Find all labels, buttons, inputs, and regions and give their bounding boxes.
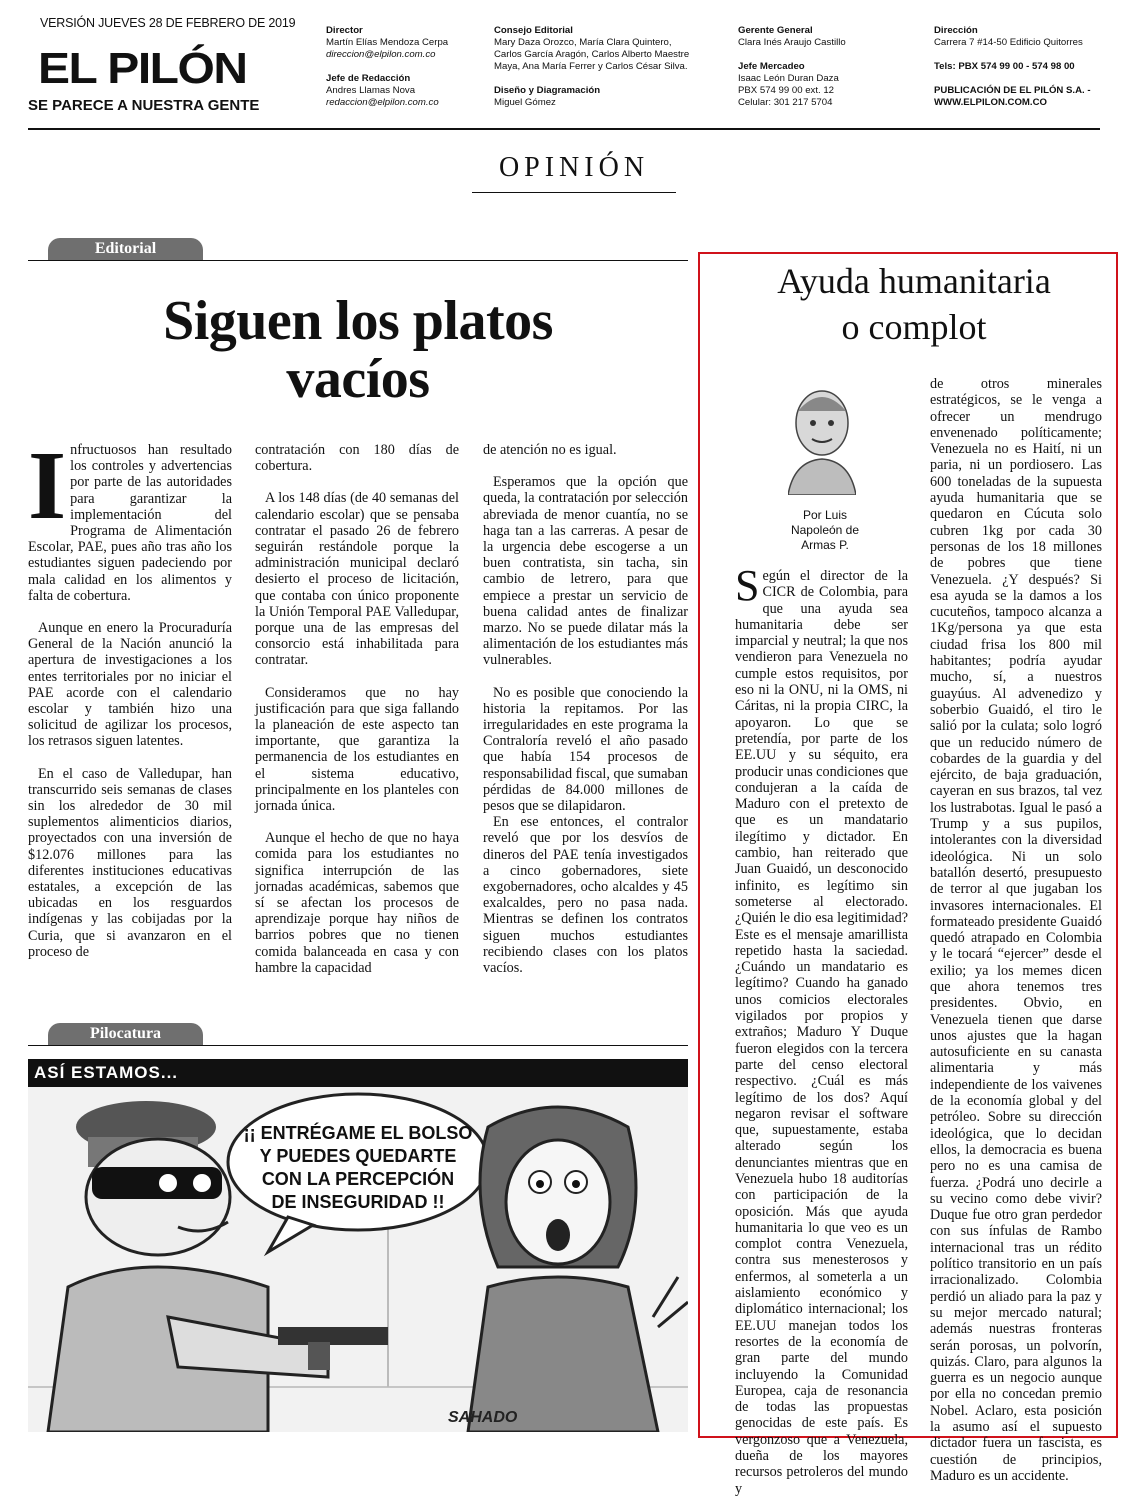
edition-date: VERSIÓN JUEVES 28 DE FEBRERO DE 2019	[40, 16, 296, 30]
opinion-column-2	[930, 376, 1102, 1484]
celular: Celular: 301 217 5704	[738, 97, 833, 108]
newspaper-logo[interactable]: EL PILÓN	[38, 45, 247, 93]
consejo-line-3: Maya, Ana María Ferrer y Carlos César Silva.	[494, 61, 688, 72]
editorial-paragraph: Aunque en enero la Procuraduría General de la Nación anunció la apertura de investigaciones a los entes territoriales por no iniciar el PAE acorde con el calendario escolar y también hizo una solicitud de agilizar los procesos, los retrasos siguen latentes.	[28, 620, 232, 750]
editorial-paragraph: A los 148 días (de 40 semanas del calendario escolar) que se pensaba contratar el pasado 26 de febrero seguirán restándole porque la administración municipal declaró desierto el proceso de licitación, que contaba con único proponente la Unión Temporal PAE Valledupar, porque una de las empresas del consorcio está inhabilitada para contratar.	[255, 490, 459, 669]
editorial-paragraph: nfructuosos han resultado los controles y advertencias por parte de las autoridades para garantizar la implementación del Programa de Alimentación Escolar, PAE, pues año tras año los estudiantes siguen padeciendo por mala calidad en los alimentos y falta de cobertura.	[28, 442, 232, 604]
director-label: Director	[326, 25, 363, 36]
consejo-line-2: Carlos García Aragón, Carlos Alberto Maestre	[494, 49, 690, 60]
editorial-paragraph: de atención no es igual.	[483, 442, 617, 458]
editorial-paragraph: En el caso de Valledupar, han transcurrido seis semanas de clases sin los alrededor de 30 mil suplementos alimenticios diarios, proyectados con una inversión de $12.076 millones para las diferentes instituciones educativas estatales, a excepción de las ubicadas en los resguardos indígenas y las cobijadas por la Curia, que si avanzaron en el proceso de	[28, 765, 232, 960]
mercadeo-label: Jefe Mercadeo	[738, 61, 805, 72]
editorial-paragraph: En ese entonces, el contralor reveló que por los desvíos de dineros del PAE tenía investigados a cinco gobernadores, siete exgobernadores, ocho alcaldes y 45 exalcaldes, pero no pasa nada. Mientras se definen los contratos siguen muchos estudiantes recibiendo clases con los platos vacíos.	[483, 814, 688, 977]
opinion-paragraph: egún el director de la CICR de Colombia, para que una ayuda sea humanitaria debe ser imparcial y neutral; la que nos vendieron para Venezuela no cumple estos requisitos, por eso ni la ONU, ni la OMS, ni Cáritas, ni la propia CIRC, la apoyaron. Lo que se pretendía, por parte de los EE.UU y su séquito, era producir unas condiciones que condujeran a la caída de Maduro con el pretexto de que es un mandatario ilegítimo y dictador. En cambio, han reiterado que Juan Guaidó, un desconocido infinito, es legítimo sin someterse al electorado. ¿Quién le dio esa legitimidad? Este es el mensaje amarillista repetido hasta la saciedad. ¿Cuándo un mandatario es legítimo? Cuando ha ganado unos comicios electorales vigilados por propios y extraños; Maduro Y Duque fueron elegidos con la tercera parte del censo electoral respectivo. ¿Cuál es más legítimo de los dos? Aquí negaron revisar el software que, supuestamente, estaba alterado según los denunciantes mientras que en Venezuela hubo 18 auditorías con participación de la oposición. Más que ayuda humanitaria lo que veo es un complot contra Venezuela, contra sus menesterosos y enfermos, al someterla a un aislamiento económico y diplomático internacional; los EE.UU manejan todos los resortes de la economía de gran parte del mundo incluyendo la Comunidad Europea, caja de resonancia de todas las propuestas genocidas de este país. Es vergonzoso que a Venezuela, dueña de los mayores recursos petroleros del mundo y	[735, 568, 908, 1497]
gerente-name: Clara Inés Araujo Castillo	[738, 37, 846, 48]
pilocatura-tab: Pilocatura	[48, 1023, 203, 1045]
staff-column-2	[494, 25, 714, 109]
byline-line-2: Napoleón de	[790, 523, 860, 537]
editorial-tab: Editorial	[48, 238, 203, 260]
direccion-label: Dirección	[934, 25, 978, 36]
masthead-rule	[28, 128, 1100, 130]
jefe-name: Andres Llamas Nova	[326, 85, 416, 96]
telefonos: Tels: PBX 574 99 00 - 574 98 00	[934, 61, 1075, 72]
editorial-paragraph: Aunque el hecho de que no haya comida para los estudiantes no significa interrupción de las jornadas académicas, sabemos que sí se afectan los procesos de aprendizaje porque hay niños de barrios pobres que no tienen comida balanceada en casa y con hambre la capacidad	[255, 830, 459, 976]
editorial-column-1	[28, 432, 232, 976]
editorial-headline-line-2: vacíos	[286, 348, 430, 410]
opinion-headline-line-1: Ayuda humanitaria	[777, 261, 1051, 301]
editorial-paragraph: Esperamos que la opción que queda, la contratación por selección abreviada de menor cuantía, no se haga tan a las carreras. A pesar de la urgencia debe escogerse a un buen contratista, sin tacha, sin cambio de letrero, para que empiece a prestar un servicio de buena calidad antes de finalizar marzo. No se puede dilatar más la alimentación de los estudiantes más vulnerables.	[483, 474, 688, 669]
editorial-paragraph: No es posible que conociendo la historia la repitamos. Por las irregularidades en este programa la Contraloría reveló el año pasado que había 154 procesos de responsabilidad fiscal, que sumaban pérdidas de 84.000 millones de pesos que se dilapidaron.	[483, 684, 688, 815]
mercadeo-name: Isaac León Duran Daza	[738, 73, 839, 84]
editorial-tab-rule	[28, 260, 688, 261]
director-email[interactable]: direccion@elpilon.com.co	[326, 49, 436, 60]
director-name: Martín Elías Mendoza Cerpa	[326, 37, 449, 48]
section-rule	[472, 192, 676, 193]
slogan: SE PARECE A NUESTRA GENTE	[28, 97, 260, 114]
author-byline	[762, 508, 888, 553]
author-photo	[788, 383, 856, 495]
editorial-paragraph: contratación con 180 días de cobertura.	[255, 442, 459, 475]
gerente-label: Gerente General	[738, 25, 813, 36]
website-link[interactable]: WWW.ELPILON.COM.CO	[934, 97, 1047, 108]
jefe-label: Jefe de Redacción	[326, 73, 411, 84]
speech-line-3: CON LA PERCEPCIÓN	[261, 1169, 455, 1189]
cartoon-header-band: ASÍ ESTAMOS...	[28, 1059, 688, 1087]
editorial-column-3	[483, 442, 688, 992]
pbx: PBX 574 99 00 ext. 12	[738, 85, 835, 96]
speech-line-4: DE INSEGURIDAD !!	[271, 1192, 445, 1212]
byline-line-3: Armas P.	[801, 538, 849, 552]
editorial-paragraph: Consideramos que no hay justificación para que siga fallando la planeación de este aspecto tan importante, que garantiza la permanencia de los estudiantes en el sistema educativo, principalmente en los planteles con jornada única.	[255, 684, 459, 815]
speech-line-1: ¡¡ ENTRÉGAME EL BOLSO	[243, 1123, 473, 1143]
diseno-name: Miguel Gómez	[494, 97, 556, 108]
editorial-headline-line-1: Siguen los platos	[163, 290, 553, 352]
direccion-address: Carrera 7 #14-50 Edificio Quitorres	[934, 37, 1083, 48]
staff-column-4	[934, 25, 1114, 109]
editorial-headline	[40, 292, 676, 408]
opinion-column-1	[735, 561, 908, 1497]
publicacion-line-1: PUBLICACIÓN DE EL PILÓN S.A. -	[934, 85, 1091, 96]
staff-column-3	[738, 25, 918, 109]
opinion-dropcap: S	[735, 561, 760, 610]
opinion-headline-line-2: o complot	[841, 307, 987, 347]
jefe-email[interactable]: redaccion@elpilon.com.co	[326, 97, 439, 108]
cartoonist-signature: SAHADO	[448, 1409, 518, 1426]
pilocatura-tab-rule	[28, 1045, 688, 1046]
byline-line-1: Por Luis	[802, 508, 848, 522]
opinion-paragraph: de otros minerales estratégicos, se le venga a ofrecer un mendrugo envenenado políticamente; Venezuela no es Haití, ni un paria, ni un pordiosero. Las 600 toneladas de la supuesta ayuda humanitaria que se quedaron en Cúcuta solo cubren 1kg por cada 30 personas de los 18 millones de pobres que tiene Venezuela. ¿Y después? Si esa ayuda se la damos a los cucuteños, tampoco alcanza a 1Kg/persona ya que esta ciudad frisa los 800 mil habitantes; podría ayudar mucho, sí, a nuestros guayúus. Al advenedizo y soberbio Guaidó, el tiro le salió por la culata; solo logró que un reducido número de cobardes de la guardia y del ejército, de baja graduación, cayeran en sus brazos, tal vez los lustrabotas. Igual le pasó a Trump y a sus pupilos, intolerantes con la diversidad ideológica. Ni un solo batallón desertó, presupuesto de terror al que jugaban los invasores internacionales. El formateado presidente Guaidó quedó atrapado en Colombia y le tocará “ejercer” desde el exilio; ya los memes dicen que ahora tenemos tres presidentes. Obvio, en Venezuela tienen que darse unos ajustes que la hagan autosuficiente en su canasta alimentaria y más independiente de los vaivenes de la economía global y del petróleo. Sobre su dirección ideológica, que lo decidan ellos, la democracia es buena pero no es una camisa de fuerza. ¿Podrá uno decirle a su vecino como debe vivir? Duque fue otro gran perdedor con sus ínfulas de Rambo internacional tras un rédito político transitorio en un país irracionalizado. Colombia perdió un aliado para la paz y su mejor mercado natural; además nuestras fronteras serán porosas, un polvorín, quizás. Claro, para algunos la guerra es un negocio aunque por ella no concedan premio Nobel. Aclaro, esta posición la asumo así el supuesto dictador fuera un fascista, es cuestión de principios, Maduro es un accidente.	[930, 376, 1102, 1484]
cartoon-illustration	[28, 1087, 688, 1432]
editorial-column-2	[255, 442, 459, 992]
staff-column-1	[326, 25, 486, 109]
section-title: OPINIÓN	[498, 152, 650, 183]
consejo-label: Consejo Editorial	[494, 25, 573, 36]
opinion-headline	[716, 258, 1112, 350]
speech-line-2: Y PUEDES QUEDARTE	[259, 1146, 457, 1166]
diseno-label: Diseño y Diagramación	[494, 85, 601, 96]
editorial-dropcap: I	[28, 432, 67, 540]
cartoon-drawing	[28, 1087, 688, 1432]
consejo-line-1: Mary Daza Orozco, María Clara Quintero,	[494, 37, 672, 48]
